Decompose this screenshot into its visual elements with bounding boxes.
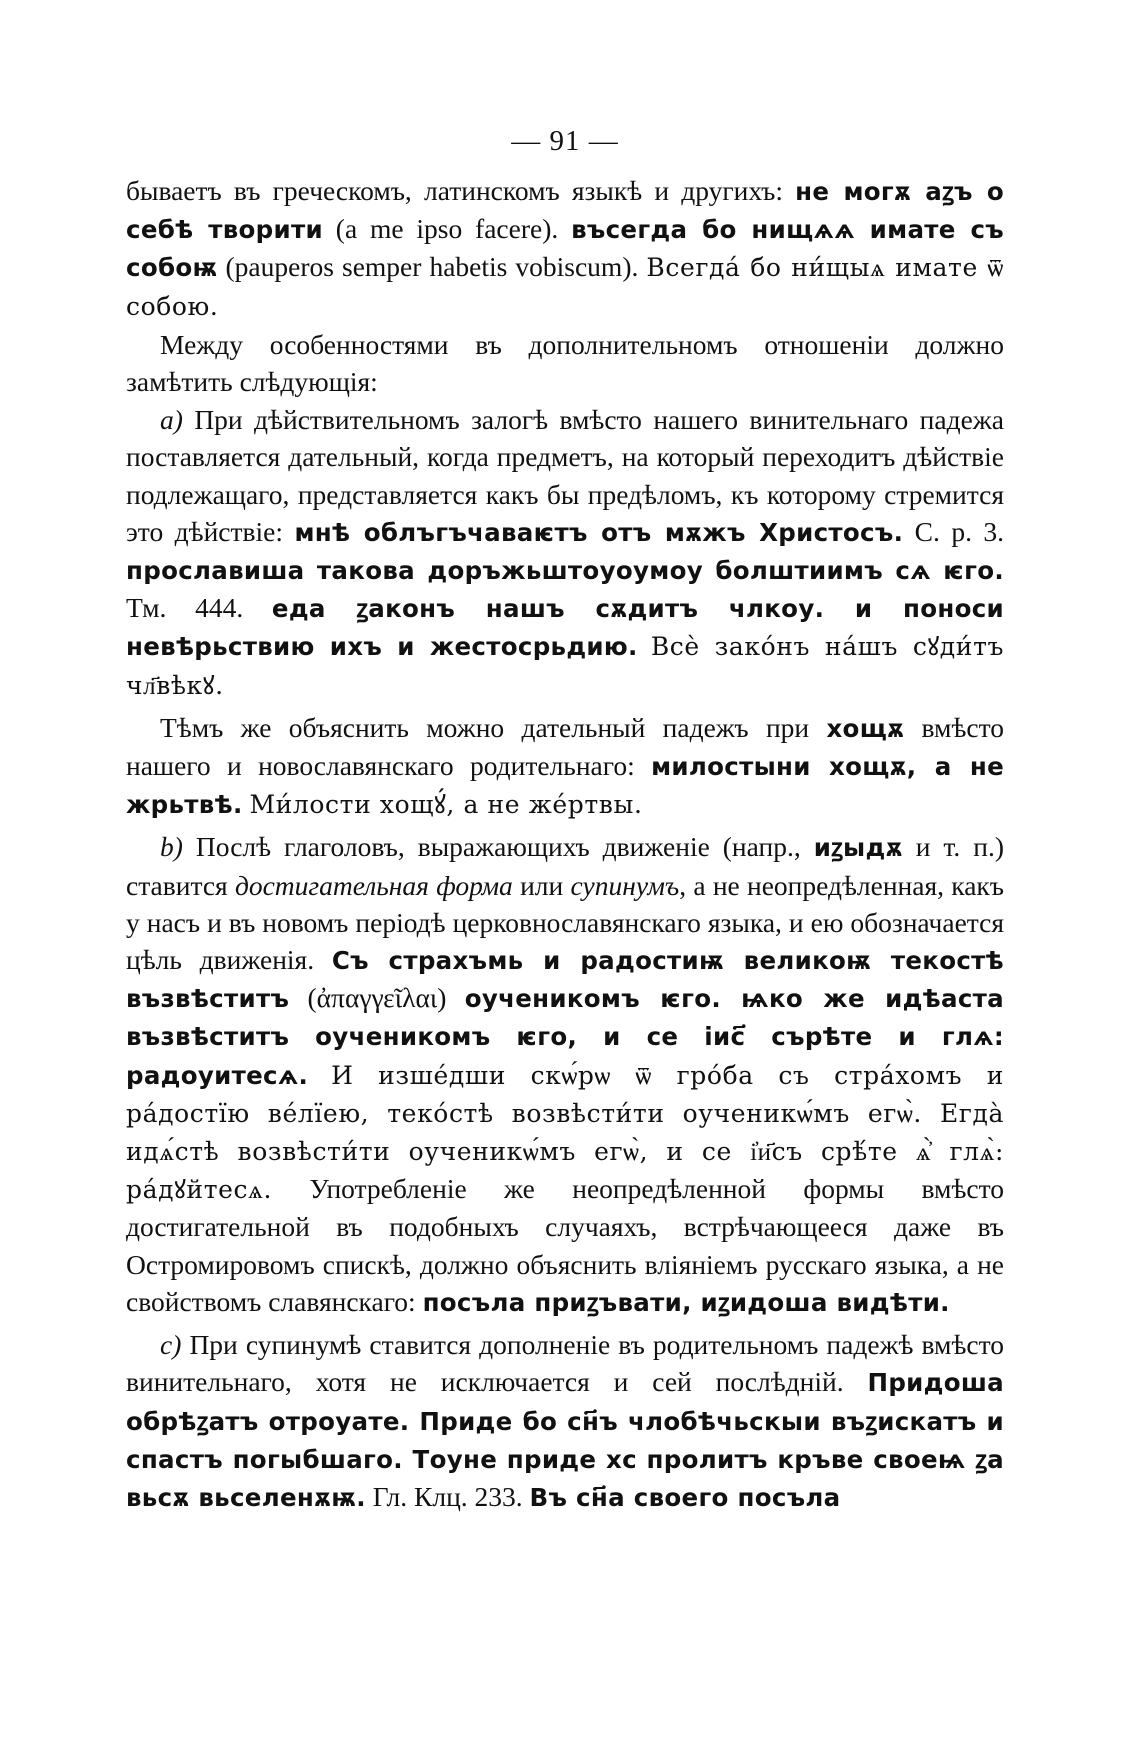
church-slavonic-quote: иꙁыдѫ [813, 833, 903, 863]
church-slavonic-quote: еда ꙁаконъ нашъ сѫдитъ члкоу. и поноси невѣрьствию ихъ и жестосрьдию. [126, 594, 1004, 662]
church-slavonic-quote: Съ страхъмь и радостиѭ великоѭ текостѣ възвѣститъ [126, 946, 1004, 1014]
text: Употребленіе же неопредѣленной формы вмѣсто достигательной въ подобныхъ случаяхъ, встрѣчающееся даже въ Остромировомъ спискѣ, должно объяснить вліяніемъ русскаго языка, а не свойствомъ славянскаго: [126, 1173, 1004, 1317]
church-slavonic-book-quote: И изше́дши скѡ́рѡ ѿ гро́ба съ стра́хомъ и ра́достїю ве́лїею, теко́стѣ возвѣсти́ти оученикѡ́мъ егѡ̀. Егда̀ идѧ́стѣ возвѣсти́ти оученикѡ́мъ егѡ̀, и се і҆и҃съ срѣ́те ѧ҆̀ глѧ̀: ра́дꙋйтесѧ. [126, 1060, 1005, 1205]
text [308, 1059, 331, 1090]
paragraph-6 [126, 1326, 1004, 1516]
text: (pauperos semper habetis vobiscum). [217, 251, 647, 283]
text: вмѣсто нашего и новославянскаго родительнаго: [126, 711, 1004, 782]
text: Между особенностями въ дополнительномъ отношеніи должно замѣтить слѣдующія: [126, 328, 1004, 398]
church-slavonic-quote: не могѫ аꙁъ о себѣ творити [126, 177, 1004, 245]
church-slavonic-quote: милостыни хощѫ, а не жрьтвѣ. [126, 752, 1004, 820]
text: Послѣ глаголовъ, выражающихъ движеніе (напр., [182, 831, 814, 863]
text: При дѣйствительномъ залогѣ вмѣсто нашего винительнаго падежа поставляется дательный, когда предметъ, на который переходитъ дѣйствіе подлежащаго, представляется какъ бы предѣломъ, къ которому стремится это дѣйствіе: [126, 404, 1004, 547]
church-slavonic-book-quote: Всегда́ бо ни́щыѧ имате ѿ собою. [126, 253, 1004, 321]
church-slavonic-quote: прославиша такова доръжьштоуоумоу болштиимъ сѧ ѥго. [126, 556, 1004, 586]
item-label: b) [160, 831, 183, 863]
church-slavonic-quote: Въ сн҃а своего посъла [529, 1482, 841, 1512]
item-label: c) [160, 1329, 182, 1361]
church-slavonic-book-quote: Всѐ зако́нъ на́шъ сꙋди́тъ чл҃вѣкꙋ. [126, 632, 1005, 700]
text: Тѣмъ же объяснить можно дательный падежъ при [160, 711, 827, 743]
paragraph-3 [126, 401, 1004, 704]
text: (a me ipso facere). [322, 213, 572, 245]
page-number: — 91 — [511, 125, 619, 157]
document-page [126, 118, 1004, 1517]
italic-term: супинумъ [570, 869, 680, 901]
text: (ἀπαγγεῖλαι) [289, 982, 465, 1014]
church-slavonic-quote: въсегда бо нищѧѧ имате съ собоѭ [126, 215, 1005, 283]
church-slavonic-quote: посъла приꙁъвати, иꙁидоша видѣти. [422, 1287, 950, 1317]
text: С. р. 3. [903, 515, 1005, 547]
text: бываетъ въ греческомъ, латинскомъ языкѣ и другихъ: [126, 175, 796, 206]
church-slavonic-quote: оученикомъ ѥго. ѩко же идѣаста възвѣститъ оученикомъ ѥго, и се іис҃ сърѣте и глѧ: радоуитесѧ. [126, 984, 1004, 1090]
text: Гл. Клц. 233. [365, 1480, 530, 1512]
church-slavonic-quote: мнѣ облъгъчаваѥтъ отъ мѫжъ Христосъ. [294, 517, 904, 547]
text: Тм. 444. [126, 592, 272, 624]
text: , а не неопредѣленная, какъ у насъ и въ новомъ періодѣ церковнославянскаго языка, и ею обозначается цѣль движенія. [126, 869, 1004, 976]
item-label: a) [160, 404, 183, 436]
italic-term: достигательная форма [234, 869, 513, 901]
paragraph-5 [126, 828, 1004, 1321]
church-slavonic-book-quote: Ми́лости хощꙋ́, а не же́ртвы. [249, 790, 643, 820]
text [638, 630, 651, 661]
paragraph-2 [126, 326, 1004, 400]
church-slavonic-quote: хощѫ [826, 713, 905, 743]
paragraph-1 [126, 172, 1004, 325]
text: или [512, 869, 571, 901]
text: и т. п.) ставится [126, 831, 1004, 901]
paragraph-4 [126, 709, 1004, 824]
text: При супинумѣ ставится дополненіе въ родительномъ падежѣ вмѣсто винительнаго, хотя не исключается и сей послѣдній. [126, 1329, 1004, 1398]
church-slavonic-quote: Придоша обрѣꙁатъ отроуате. Приде бо сн҃ъ члобѣчьскыи въꙁискатъ и спастъ погыбшаго. Тоуне приде хс пролитъ кръве своеѩ ꙁа вьсѫ вьселенѫѭ. [126, 1368, 1004, 1512]
